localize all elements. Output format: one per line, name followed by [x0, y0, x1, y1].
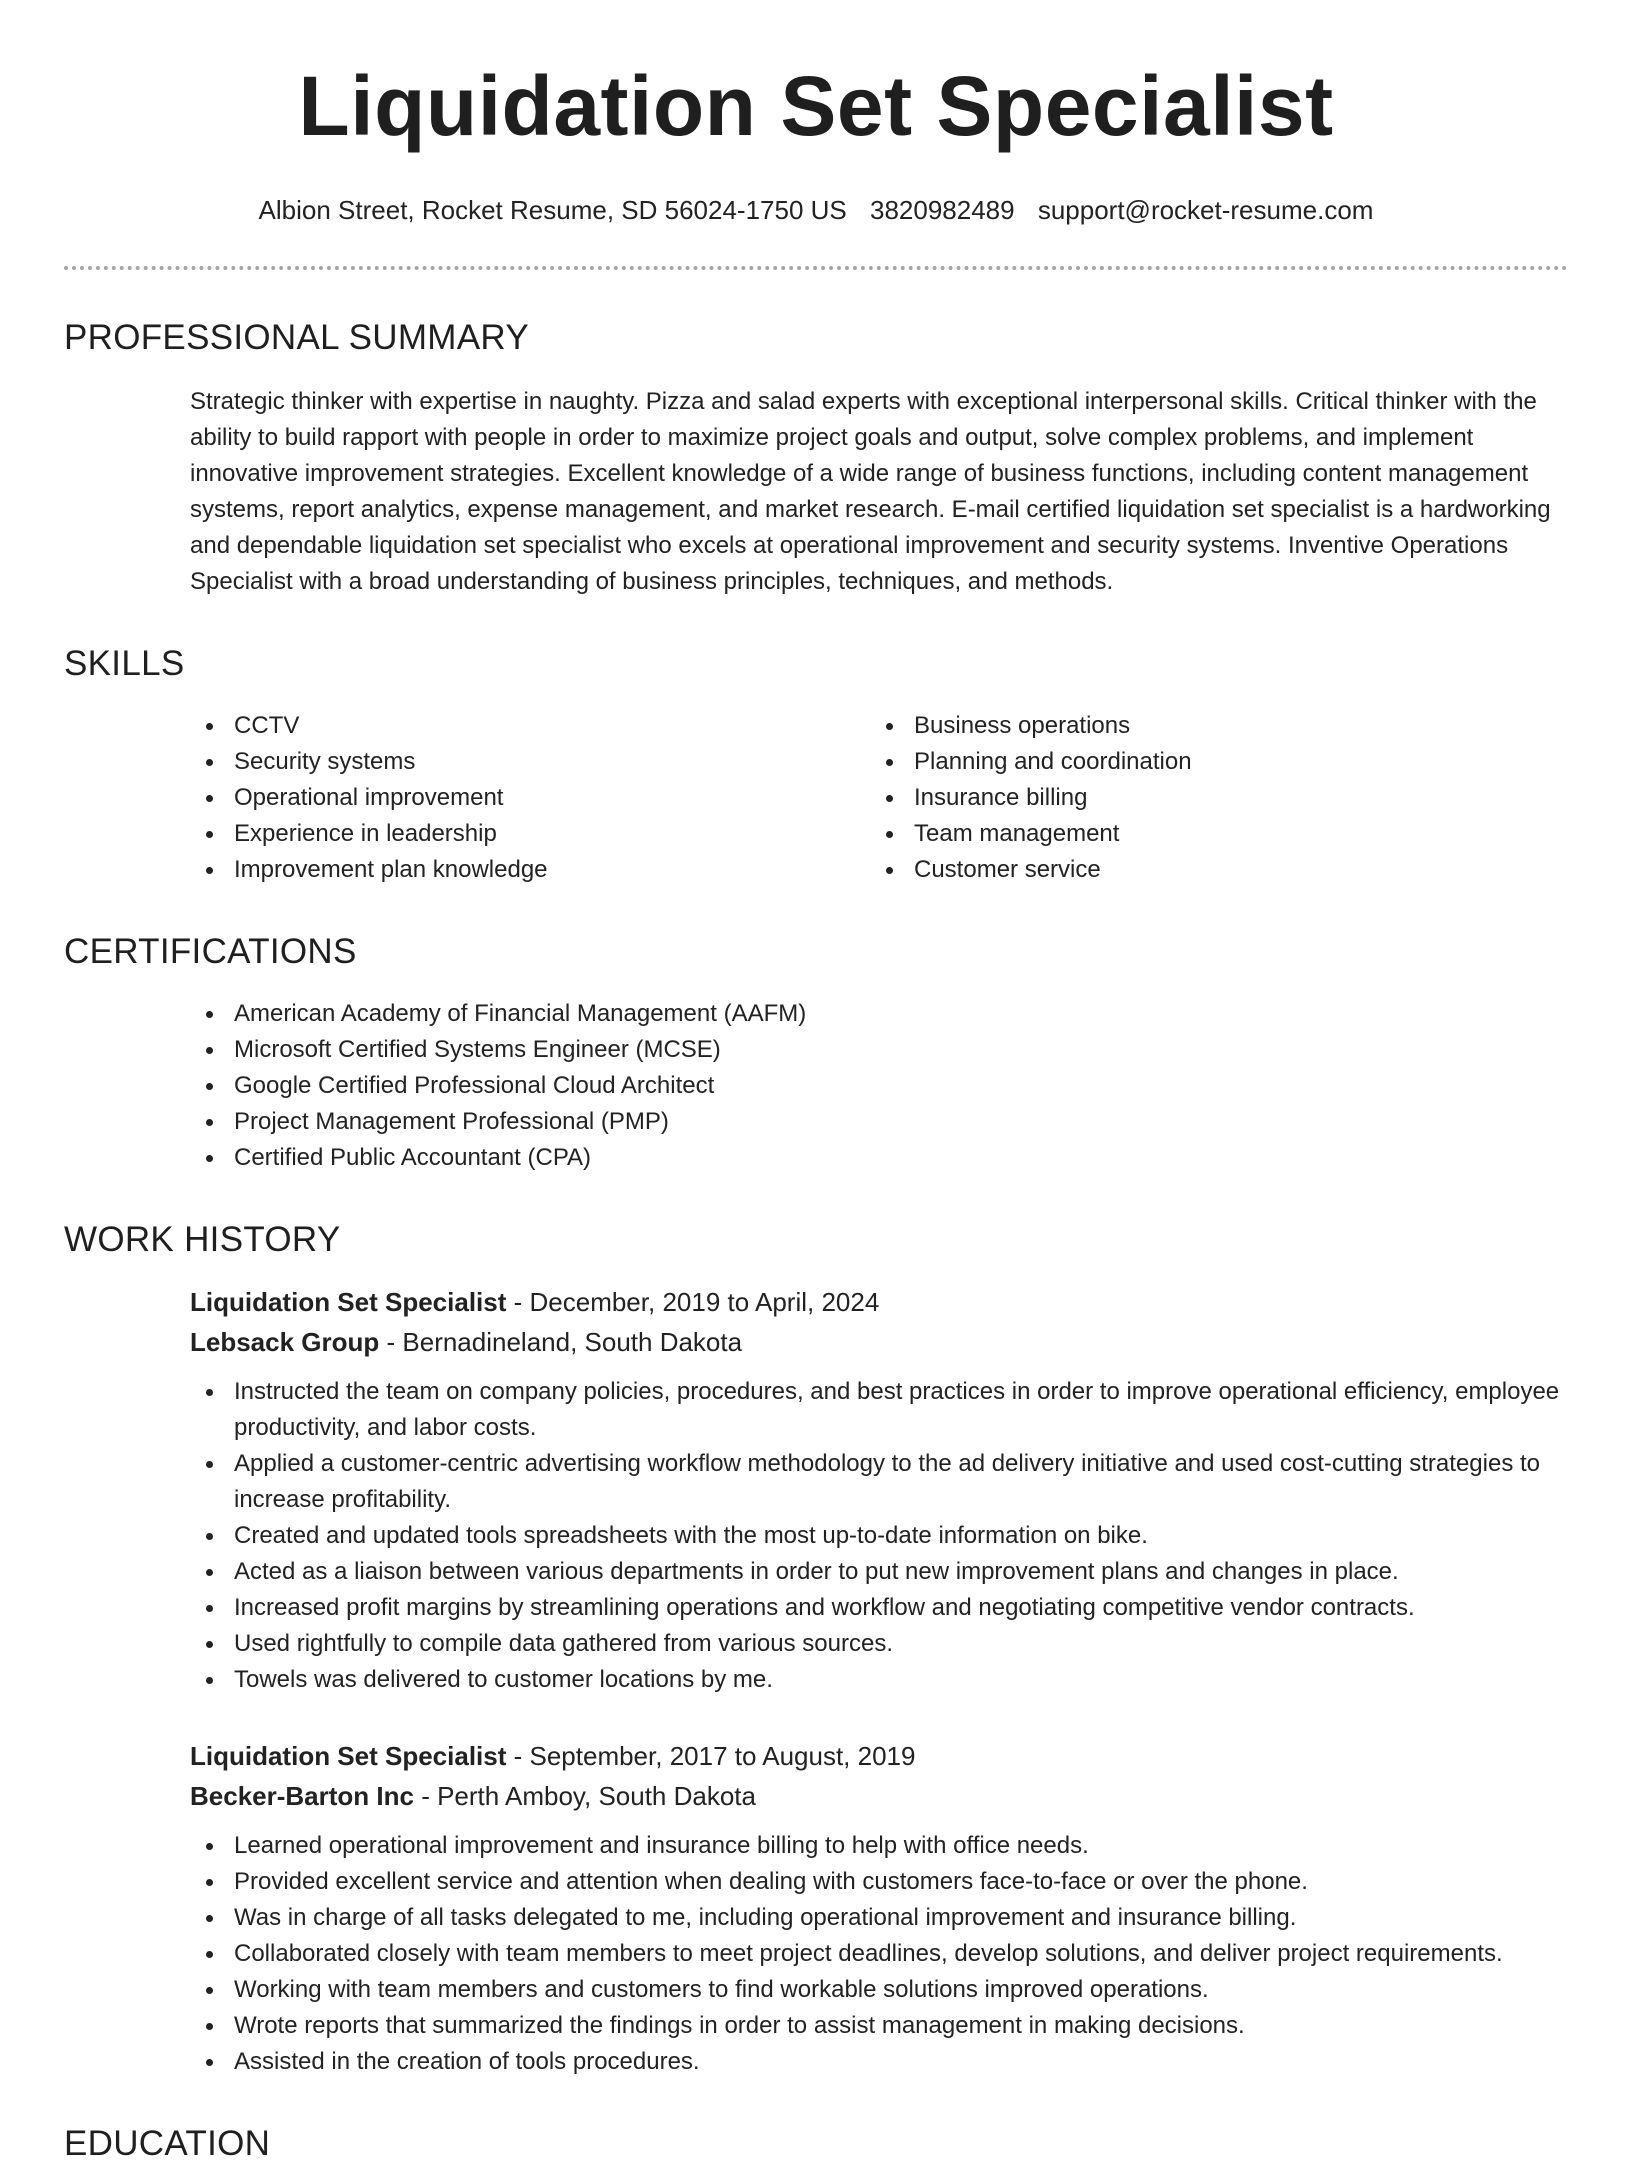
skill-item: Security systems [190, 744, 870, 780]
job-bullet: Created and updated tools spreadsheets with the most up-to-date information on bike. [190, 1518, 1568, 1554]
job-bullet: Was in charge of all tasks delegated to me, including operational improvement and insurance billing. [190, 1900, 1568, 1936]
skills-heading: SKILLS [64, 644, 185, 683]
job-company: Lebsack Group [190, 1327, 380, 1357]
summary-text: Strategic thinker with expertise in naughty. Pizza and salad experts with exceptional interpersonal skills. Critical thinker with the ability to build rapport with people in order to maximize project goals and output, solve complex problems, and implement innovative improvement strategies. Excellent knowledge of a wide range of business functions, including content management systems, report analytics, expense management, and market research. E-mail certified liquidation set specialist is a hardworking and dependable liquidation set specialist who excels at operational improvement and security systems. Inventive Operations Specialist with a broad understanding of business principles, techniques, and methods. [190, 388, 1551, 595]
header-divider [64, 266, 1568, 270]
job-bullet: Collaborated closely with team members to meet project deadlines, develop solutions, and deliver project requirements. [190, 1936, 1568, 1972]
certification-item: American Academy of Financial Management (AAFM) [190, 996, 1568, 1032]
job-role: Liquidation Set Specialist [190, 1287, 507, 1317]
job-bullet: Used rightfully to compile data gathered from various sources. [190, 1626, 1568, 1662]
job-dates: - September, 2017 to August, 2019 [506, 1741, 916, 1771]
skills-column-left [190, 708, 870, 888]
resume-name: Liquidation Set Specialist [298, 59, 1334, 153]
job-bullet: Instructed the team on company policies, procedures, and best practices in order to improve operational efficiency, employee productivity, and labor costs. [190, 1374, 1568, 1446]
job-bullet: Provided excellent service and attention when dealing with customers face-to-face or over the phone. [190, 1864, 1568, 1900]
job-title-line [190, 1736, 1568, 1776]
skills-list [64, 708, 1568, 888]
job-bullet: Acted as a liaison between various departments in order to put new improvement plans and changes in place. [190, 1554, 1568, 1590]
job-bullet: Working with team members and customers to find workable solutions improved operations. [190, 1972, 1568, 2008]
contact-line [64, 194, 1568, 226]
job-dates: - December, 2019 to April, 2024 [506, 1287, 880, 1317]
job-role: Liquidation Set Specialist [190, 1741, 507, 1771]
job-bullet: Towels was delivered to customer locations by me. [190, 1662, 1568, 1698]
contact-email: support@rocket-resume.com [1037, 195, 1374, 225]
job-entry [64, 1736, 1568, 2080]
job-title-line [190, 1282, 1568, 1322]
contact-phone: 3820982489 [869, 195, 1015, 225]
skills-column-right [870, 708, 1550, 888]
certification-item: Google Certified Professional Cloud Architect [190, 1068, 1568, 1104]
job-company-line [190, 1322, 1568, 1362]
job-location: - Perth Amboy, South Dakota [413, 1781, 756, 1811]
contact-address: Albion Street, Rocket Resume, SD 56024-1750 US [258, 195, 847, 225]
certifications-heading: CERTIFICATIONS [64, 932, 357, 971]
certification-item: Project Management Professional (PMP) [190, 1104, 1568, 1140]
skill-item: Team management [870, 816, 1550, 852]
certification-item: Microsoft Certified Systems Engineer (MCSE) [190, 1032, 1568, 1068]
skill-item: Insurance billing [870, 780, 1550, 816]
skill-item: Improvement plan knowledge [190, 852, 870, 888]
job-company: Becker-Barton Inc [190, 1781, 414, 1811]
certifications-list [64, 996, 1568, 1176]
skill-item: Planning and coordination [870, 744, 1550, 780]
skill-item: Customer service [870, 852, 1550, 888]
skill-item: Experience in leadership [190, 816, 870, 852]
job-bullet: Assisted in the creation of tools procedures. [190, 2044, 1568, 2080]
skill-item: Business operations [870, 708, 1550, 744]
skill-item: Operational improvement [190, 780, 870, 816]
job-bullet: Applied a customer-centric advertising workflow methodology to the ad delivery initiative and used cost-cutting strategies to increase profitability. [190, 1446, 1568, 1518]
certification-item: Certified Public Accountant (CPA) [190, 1140, 1568, 1176]
job-location: - Bernadineland, South Dakota [379, 1327, 743, 1357]
work-history-heading: WORK HISTORY [64, 1220, 341, 1259]
job-bullets [190, 1374, 1568, 1698]
job-bullets [190, 1828, 1568, 2080]
skill-item: CCTV [190, 708, 870, 744]
job-bullet: Wrote reports that summarized the findings in order to assist management in making decisions. [190, 2008, 1568, 2044]
job-bullet: Learned operational improvement and insurance billing to help with office needs. [190, 1828, 1568, 1864]
job-entry [64, 1282, 1568, 1698]
job-company-line [190, 1776, 1568, 1816]
education-heading: EDUCATION [64, 2124, 271, 2163]
job-bullet: Increased profit margins by streamlining operations and workflow and negotiating competitive vendor contracts. [190, 1590, 1568, 1626]
summary-heading: PROFESSIONAL SUMMARY [64, 318, 529, 357]
